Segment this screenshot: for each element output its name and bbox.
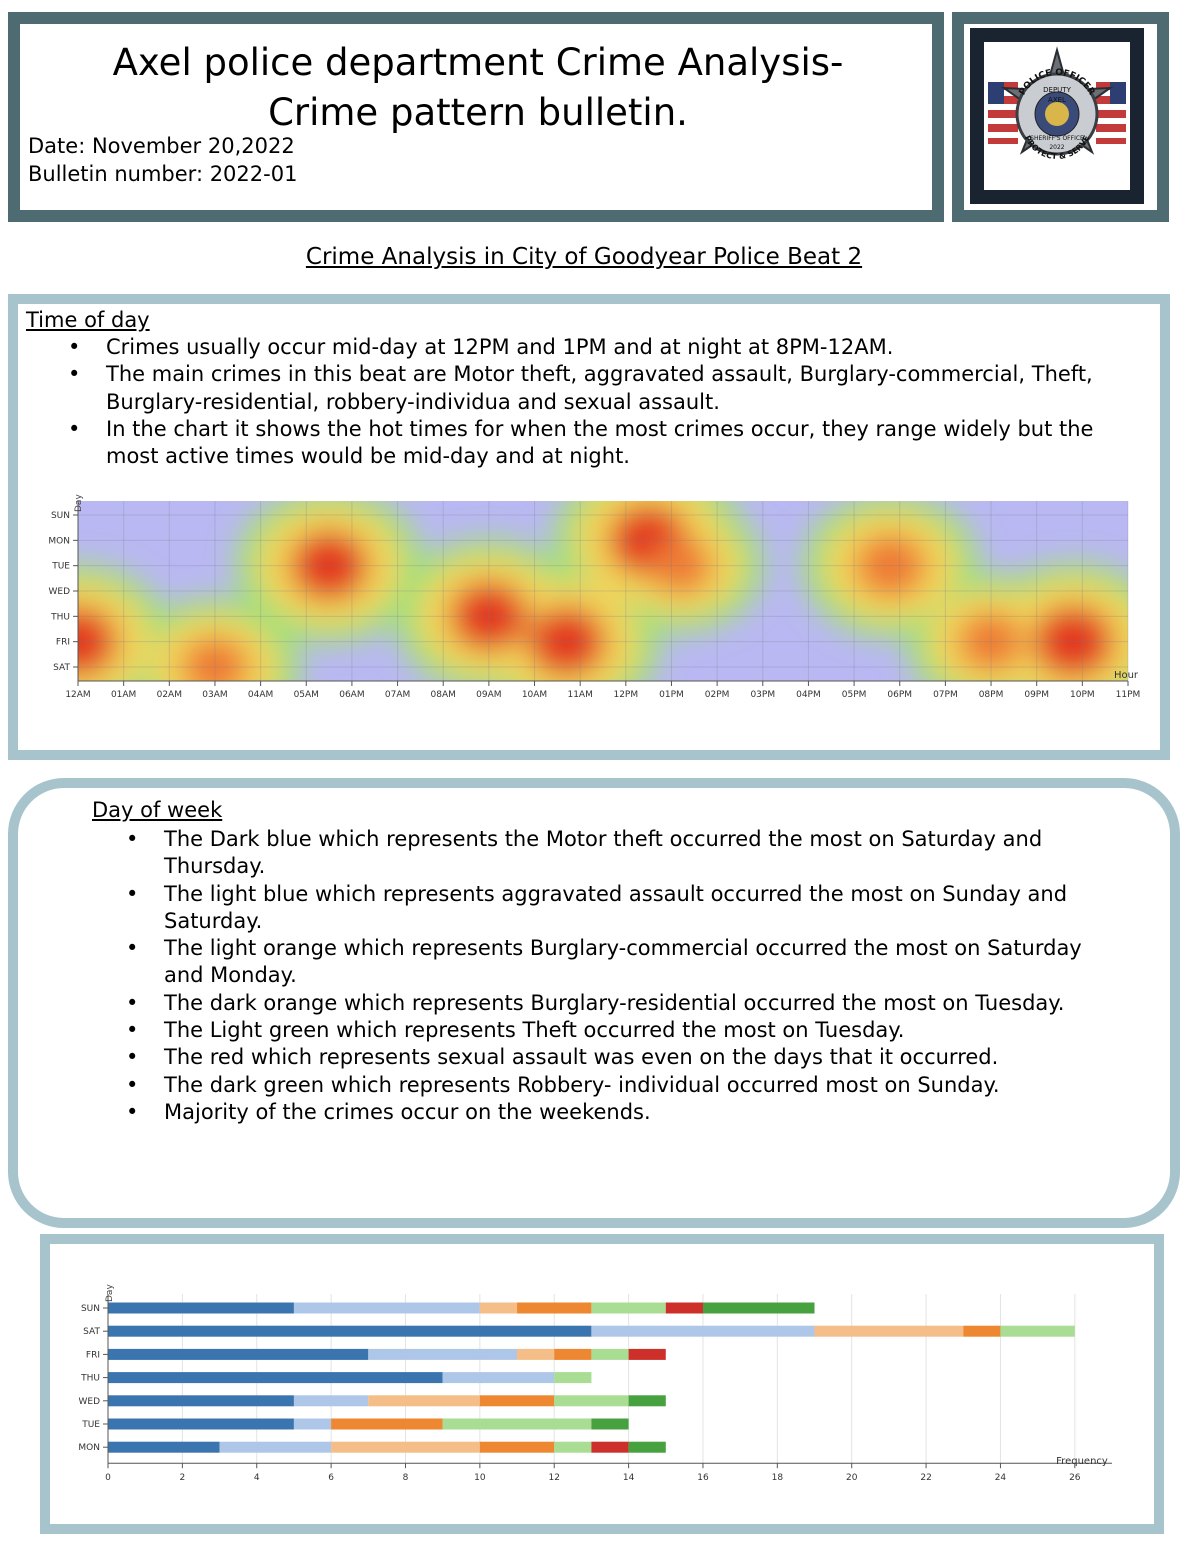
- bar-segment: [963, 1326, 1000, 1337]
- bar-segment: [629, 1442, 666, 1453]
- bar-segment: [517, 1349, 554, 1360]
- time-of-day-heatmap: [28, 476, 1158, 708]
- bar-chart-y-tick-label: SUN: [80, 1304, 100, 1314]
- bar-chart-x-tick-label: 22: [920, 1473, 932, 1484]
- bar-segment: [294, 1395, 368, 1406]
- heatmap-x-tick-label: 04PM: [796, 690, 821, 700]
- bar-chart-x-tick-label: 26: [1069, 1473, 1081, 1484]
- bar-segment: [480, 1395, 554, 1406]
- heatmap-x-tick-label: 06AM: [339, 690, 365, 700]
- bar-chart-x-tick-label: 0: [105, 1473, 111, 1484]
- heatmap-x-tick-label: 08PM: [978, 690, 1004, 700]
- bar-segment: [591, 1442, 628, 1453]
- day-of-week-bullets: [92, 826, 1102, 1126]
- heatmap-x-tick-label: 03AM: [202, 690, 228, 700]
- badge-line-2: AXEL: [1048, 96, 1066, 104]
- heatmap-x-tick-label: 10PM: [1070, 690, 1095, 700]
- bar-segment: [591, 1349, 628, 1360]
- bar-segment: [294, 1419, 331, 1430]
- bar-segment: [108, 1442, 220, 1453]
- time-of-day-heading: Time of day: [26, 308, 150, 332]
- badge-emblem-icon: [1045, 102, 1069, 126]
- heatmap-x-tick-label: 10AM: [521, 690, 548, 700]
- bar-chart-x-tick-label: 4: [253, 1473, 260, 1484]
- title-line-2: Crime pattern bulletin.: [268, 91, 688, 134]
- bar-segment: [591, 1419, 628, 1430]
- badge-top-arc-text: POLICE OFFICER: [1017, 67, 1097, 98]
- heatmap-x-tick-label: 07PM: [933, 690, 958, 700]
- bar-chart-x-label: Frequency: [1056, 1456, 1108, 1467]
- heatmap-x-tick-label: 07AM: [384, 690, 411, 700]
- list-item: • The dark green which represents Robbery- individual occurred most on Sunday.: [92, 1072, 1102, 1099]
- list-item: • The Dark blue which represents the Motor theft occurred the most on Saturday and Thursday.: [92, 826, 1102, 881]
- bar-chart-x-tick-label: 10: [474, 1473, 486, 1484]
- heatmap-y-tick-label: MON: [48, 536, 70, 547]
- bar-segment: [629, 1395, 666, 1406]
- heatmap-x-tick-label: 02AM: [156, 690, 182, 700]
- heatmap-x-tick-label: 11PM: [1115, 690, 1141, 700]
- bar-chart-y-tick-label: MON: [78, 1443, 100, 1454]
- bar-segment: [554, 1395, 628, 1406]
- logo-background: [970, 28, 1144, 204]
- list-item: • Majority of the crimes occur on the weekends.: [92, 1099, 1102, 1126]
- bar-chart-y-label: Day: [105, 1284, 115, 1302]
- heatmap-y-tick-label: THU: [51, 612, 70, 623]
- header-box: [8, 12, 944, 222]
- list-item: • The Light green which represents Theft occurred the most on Tuesday.: [92, 1017, 1102, 1044]
- bar-chart-x-tick-label: 14: [622, 1473, 635, 1484]
- list-item: • The red which represents sexual assault was even on the days that it occurred.: [92, 1044, 1102, 1071]
- list-item: • The light orange which represents Burglary-commercial occurred the most on Saturday and Monday.: [92, 935, 1102, 990]
- bar-segment: [517, 1303, 591, 1314]
- heatmap-x-tick-label: 09PM: [1024, 690, 1050, 700]
- bar-segment: [108, 1349, 368, 1360]
- bar-segment: [703, 1303, 815, 1314]
- bar-segment: [480, 1442, 554, 1453]
- bar-segment: [443, 1372, 555, 1383]
- badge-line-1: DEPUTY: [1043, 86, 1071, 94]
- badge-bottom-arc-text: PROTECT & SERVE: [1022, 134, 1092, 162]
- heatmap-x-tick-label: 08AM: [430, 690, 456, 700]
- heatmap-x-tick-label: 01AM: [110, 690, 137, 700]
- heatmap-x-tick-label: 05PM: [841, 690, 867, 700]
- bar-chart-x-tick-label: 8: [402, 1473, 409, 1484]
- bulletin-number: Bulletin number: 2022-01: [28, 162, 298, 186]
- heatmap-y-tick-label: FRI: [55, 637, 70, 648]
- day-of-week-chart-box: [40, 1234, 1164, 1534]
- heatmap-y-tick-label: WED: [48, 587, 70, 597]
- day-of-week-section: [8, 778, 1180, 1228]
- heatmap-x-tick-label: 09AM: [476, 690, 502, 700]
- heatmap-y-tick-label: SUN: [50, 511, 70, 521]
- heatmap-y-tick-label: SAT: [53, 663, 70, 673]
- list-item: • Crimes usually occur mid-day at 12PM and 1PM and at night at 8PM-12AM.: [34, 334, 1144, 361]
- bar-segment: [368, 1395, 480, 1406]
- bar-segment: [1000, 1326, 1074, 1337]
- bar-segment: [294, 1303, 480, 1314]
- heatmap-x-tick-label: 02PM: [704, 690, 730, 700]
- bar-chart-x-tick-label: 18: [771, 1473, 784, 1484]
- bar-segment: [666, 1303, 703, 1314]
- bar-chart-x-tick-label: 12: [548, 1473, 560, 1484]
- bar-segment: [554, 1442, 591, 1453]
- bar-chart-y-tick-label: FRI: [85, 1350, 100, 1361]
- heatmap-y-tick-label: TUE: [52, 561, 70, 572]
- bar-segment: [591, 1303, 665, 1314]
- heatmap-y-label: Day: [74, 494, 84, 512]
- police-badge-logo: [970, 28, 1144, 204]
- heatmap-x-label: Hour: [1113, 670, 1139, 681]
- bar-segment: [108, 1303, 294, 1314]
- bar-chart-y-tick-label: WED: [78, 1396, 100, 1407]
- bar-segment: [815, 1326, 964, 1337]
- bar-segment: [443, 1419, 592, 1430]
- bar-segment: [480, 1303, 517, 1314]
- bar-segment: [108, 1326, 591, 1337]
- badge-line-4: 2022: [1049, 144, 1065, 151]
- bulletin-date: Date: November 20,2022: [28, 134, 295, 158]
- day-of-week-bar-chart: [50, 1244, 1154, 1524]
- list-item: • The dark orange which represents Burglary-residential occurred the most on Tuesday.: [92, 990, 1102, 1017]
- list-item: • The light blue which represents aggravated assault occurred the most on Sunday and Saturday.: [92, 881, 1102, 936]
- day-of-week-heading: Day of week: [92, 798, 223, 822]
- bar-chart-y-tick-label: THU: [81, 1373, 100, 1384]
- time-of-day-bullets: [34, 334, 1144, 470]
- bar-chart-x-tick-label: 24: [994, 1473, 1007, 1484]
- bar-segment: [554, 1349, 591, 1360]
- bulletin-title: [30, 38, 926, 138]
- bar-segment: [368, 1349, 517, 1360]
- bar-segment: [108, 1419, 294, 1430]
- heatmap-x-tick-label: 12PM: [613, 690, 639, 700]
- heatmap-x-tick-label: 01PM: [659, 690, 684, 700]
- section-title: Crime Analysis in City of Goodyear Police Beat 2: [305, 244, 863, 270]
- heatmap-x-tick-label: 04AM: [247, 690, 274, 700]
- bar-chart-x-tick-label: 6: [328, 1473, 334, 1484]
- bar-chart-x-tick-label: 2: [179, 1473, 186, 1484]
- title-line-1: Axel police department Crime Analysis-: [112, 41, 844, 84]
- bar-segment: [108, 1372, 443, 1383]
- list-item: • In the chart it shows the hot times for when the most crimes occur, they range widely but the most active times would be mid-day and at night.: [34, 416, 1144, 471]
- bar-segment: [629, 1349, 666, 1360]
- bar-segment: [331, 1442, 480, 1453]
- heatmap-x-tick-label: 05AM: [293, 690, 319, 700]
- bar-segment: [554, 1372, 591, 1383]
- bar-chart-x-tick-label: 20: [845, 1473, 858, 1484]
- heatmap-x-tick-label: 12AM: [65, 690, 91, 700]
- bar-chart-axes: [78, 1294, 1112, 1483]
- bar-segment: [108, 1395, 294, 1406]
- bar-chart-bars: [108, 1303, 1075, 1453]
- list-item: • The main crimes in this beat are Motor theft, aggravated assault, Burglary-commercial, Theft, Burglary-residential, robbery-individua and sexual assault.: [34, 361, 1144, 416]
- bar-chart-x-tick-label: 16: [697, 1473, 709, 1484]
- bar-segment: [591, 1326, 814, 1337]
- badge-line-3: SHERIFF'S OFFICE: [1030, 135, 1084, 142]
- bar-chart-y-tick-label: SAT: [83, 1327, 100, 1338]
- heatmap-x-tick-label: 06PM: [887, 690, 913, 700]
- bar-segment: [220, 1442, 332, 1453]
- bar-chart-y-tick-label: TUE: [82, 1420, 100, 1430]
- bar-segment: [331, 1419, 443, 1430]
- logo-box: [952, 12, 1169, 222]
- heatmap-x-tick-label: 03PM: [750, 690, 776, 700]
- heatmap-x-tick-label: 11AM: [567, 690, 593, 700]
- time-of-day-section: [8, 294, 1170, 760]
